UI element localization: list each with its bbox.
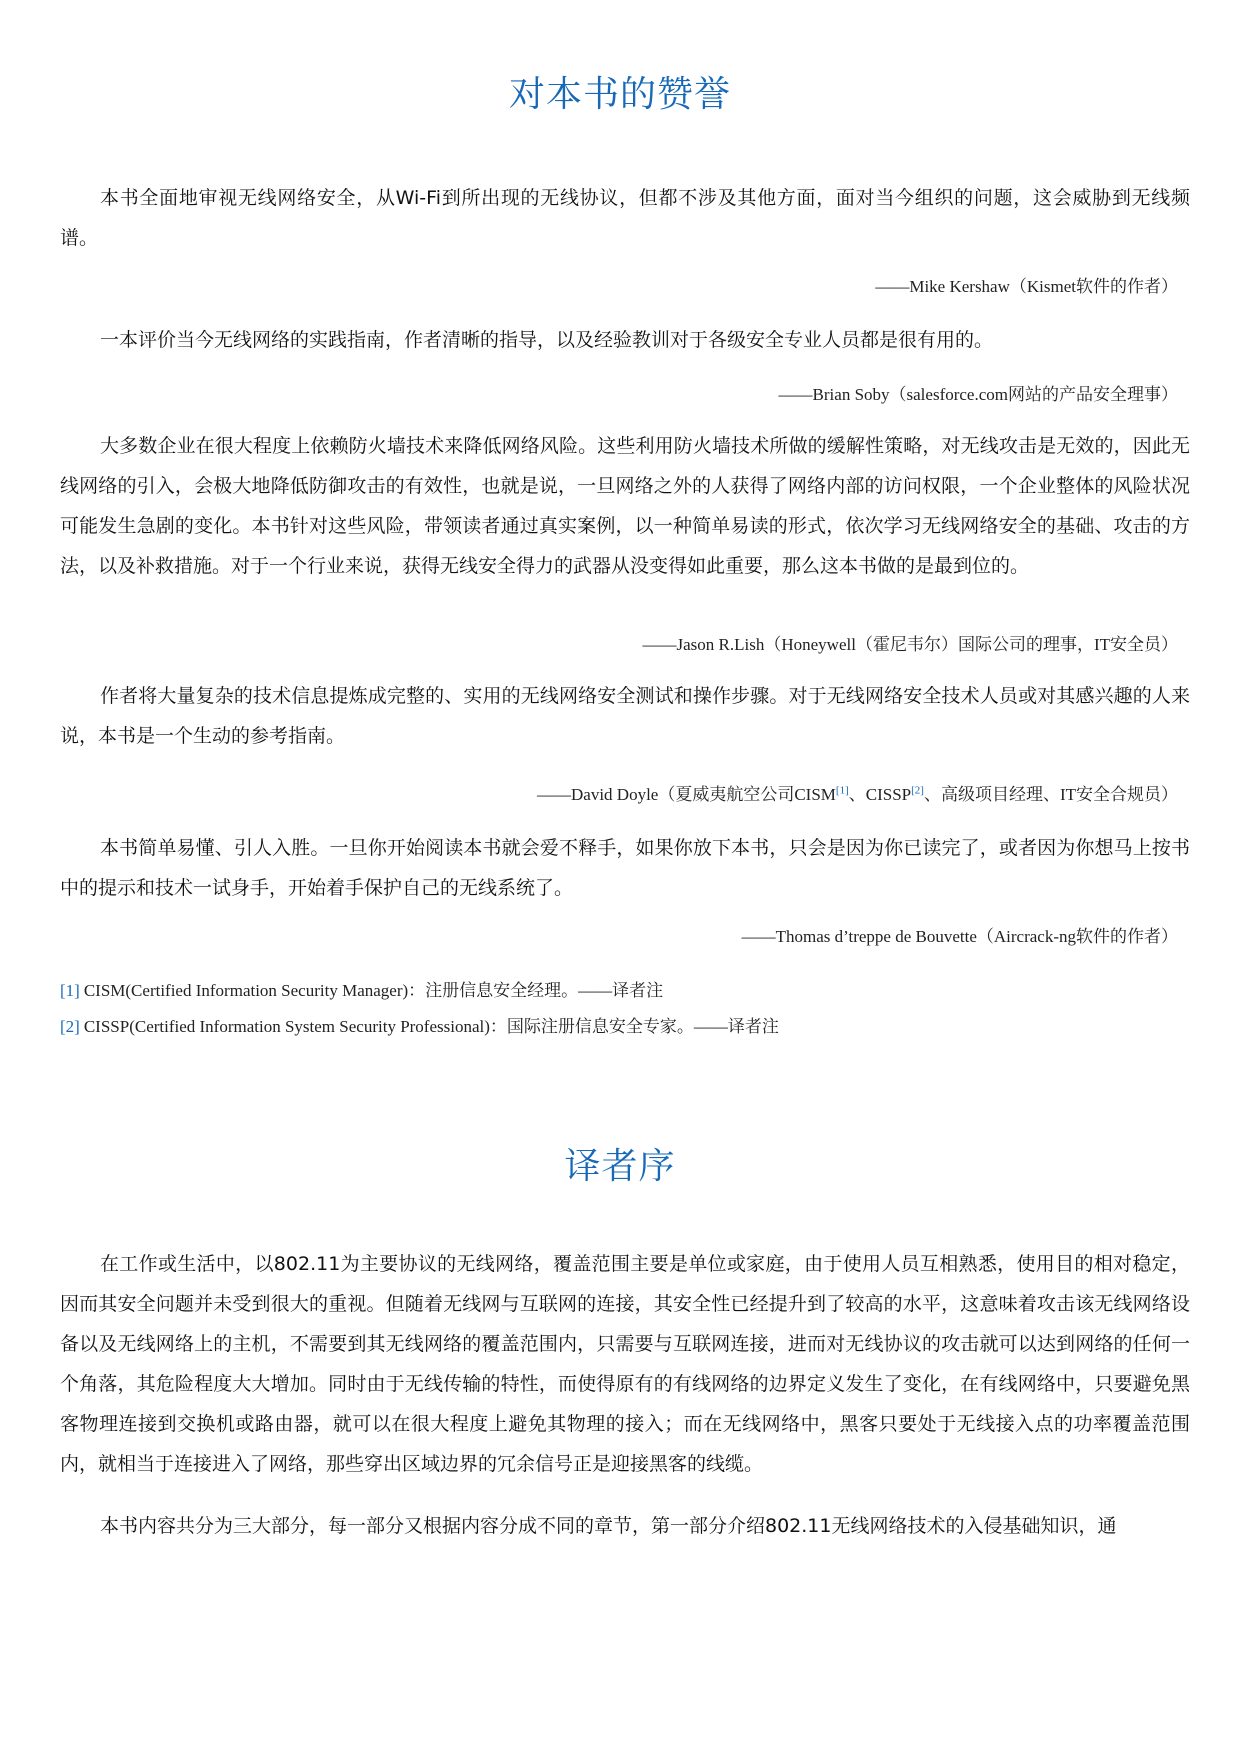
praise-attribution-4 [537,780,1178,805]
praise-quote-2: 一本评价当今无线网络的实践指南，作者清晰的指导，以及经验教训对于各级安全专业人员都是很有用的。 [100,329,994,351]
footnote-2-text: CISSP(Certified Information System Security Professional)：国际注册信息安全专家。——译者注 [83,1017,779,1036]
praise-quote-1: 本书全面地审视无线网络安全，从Wi-Fi到所出现的无线协议，但都不涉及其他方面，面对当今组织的问题，这会威胁到无线频谱。 [60,187,1190,249]
praise-attribution-3: ——Jason R.Lish（Honeywell（霍尼韦尔）国际公司的理事，IT安全员） [642,635,1178,654]
praise-quote-5: 本书简单易懂、引人入胜。一旦你开始阅读本书就会爱不释手，如果你放下本书，只会是因为你已读完了，或者因为你想马上按书中的提示和技术一试身手，开始着手保护自己的无线系统了。 [60,837,1190,899]
footnote-2 [60,1012,779,1037]
praise-attribution-1: ——Mike Kershaw（Kismet软件的作者） [875,277,1178,296]
praise-quote-3: 大多数企业在很大程度上依赖防火墙技术来降低网络风险。这些利用防火墙技术所做的缓解性策略，对无线攻击是无效的，因此无线网络的引入，会极大地降低防御攻击的有效性，也就是说，一旦网络之外的人获得了网络内部的访问权限，一个企业整体的风险状况可能发生急剧的变化。本书针对这些风险，带领读者通过真实案例，以一种简单易读的形式，依次学习无线网络安全的基础、攻击的方法，以及补救措施。对于一个行业来说，获得无线安全得力的武器从没变得如此重要，那么这本书做的是最到位的。 [60,435,1190,577]
praise-attribution-2: ——Brian Soby（salesforce.com网站的产品安全理事） [778,385,1178,404]
attribution-4-part-b: 、CISSP [848,785,912,804]
attribution-4-part-c: 、高级项目经理、IT安全合规员） [923,785,1178,804]
praise-quote-4: 作者将大量复杂的技术信息提炼成完整的、实用的无线网络安全测试和操作步骤。对于无线网络安全技术人员或对其感兴趣的人来说，本书是一个生动的参考指南。 [60,685,1190,747]
footnote-1-ref[interactable]: [1] [60,981,80,1000]
praise-attribution-5: ——Thomas d’treppe de Bouvette（Aircrack-ng软件的作者） [741,927,1178,946]
preface-paragraph-2: 本书内容共分为三大部分，每一部分又根据内容分成不同的章节，第一部分介绍802.11无线网络技术的入侵基础知识，通 [100,1515,1117,1537]
attribution-4-part-a: ——David Doyle（夏威夷航空公司CISM [537,785,836,804]
preface-title: 译者序 [564,1146,676,1187]
footnote-ref-1-link[interactable]: [1] [835,784,849,797]
footnote-1-text: CISM(Certified Information Security Manager)：注册信息安全经理。——译者注 [83,981,664,1000]
praise-title: 对本书的赞誉 [508,74,731,115]
footnote-1 [60,976,663,1001]
preface-paragraph-1: 在工作或生活中，以802.11为主要协议的无线网络，覆盖范围主要是单位或家庭，由于使用人员互相熟悉，使用目的相对稳定，因而其安全问题并未受到很大的重视。但随着无线网与互联网的连接，其安全性已经提升到了较高的水平，这意味着攻击该无线网络设备以及无线网络上的主机，不需要到其无线网络的覆盖范围内，只需要与互联网连接，进而对无线协议的攻击就可以达到网络的任何一个角落，其危险程度大大增加。同时由于无线传输的特性，而使得原有的有线网络的边界定义发生了变化，在有线网络中，只要避免黑客物理连接到交换机或路由器，就可以在很大程度上避免其物理的接入；而在无线网络中，黑客只要处于无线接入点的功率覆盖范围内，就相当于连接进入了网络，那些穿出区域边界的冗余信号正是迎接黑客的线缆。 [60,1253,1190,1475]
footnote-2-ref[interactable]: [2] [60,1017,80,1036]
footnote-ref-2-link[interactable]: [2] [911,784,924,797]
